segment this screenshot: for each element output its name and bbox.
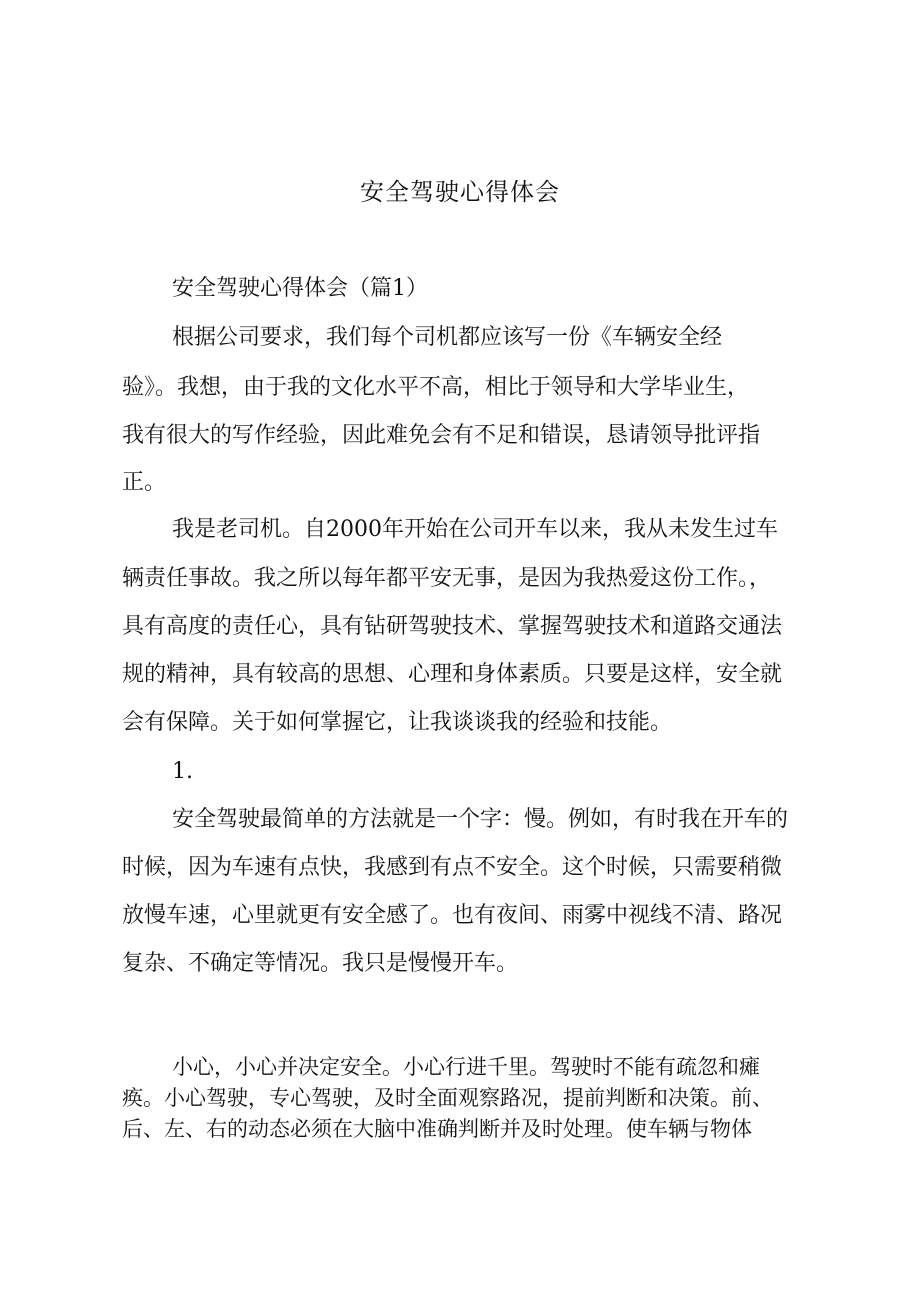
paragraph-2-line-3: 具有高度的责任心，具有钻研驾驶技术、掌握驾驶技术和道路交通法 (122, 614, 783, 639)
paragraph-3-line-3: 放慢车速，心里就更有安全感了。也有夜间、雨雾中视线不清、路况 (122, 903, 783, 928)
paragraph-2-line-5: 会有保障。关于如何掌握它，让我谈谈我的经验和技能。 (122, 710, 673, 735)
paragraph-1-line-3: 我有很大的写作经验，因此难免会有不足和错误，恳请领导批评指 (122, 423, 761, 448)
paragraph-1-line-4: 正。 (122, 470, 167, 495)
paragraph-2-line-1: 我是老司机。自2000年开始在公司开车以来，我从未发生过车 (172, 517, 778, 542)
document-title: 安全驾驶心得体会 (360, 178, 560, 206)
paragraph-2-line-2: 辆责任事故。我之所以每年都平安无事，是因为我热爱这份工作。， (122, 566, 772, 591)
paragraph-4-line-2: 痪。小心驾驶，专心驾驶，及时全面观察路况，提前判断和决策。前、 (122, 1086, 773, 1110)
paragraph-3-line-4: 复杂、不确定等情况。我只是慢慢开车。 (122, 951, 519, 976)
list-number: 1. (172, 759, 193, 784)
paragraph-2-line-4: 规的精神，具有较高的思想、心理和身体素质。只要是这样，安全就 (122, 662, 783, 687)
paragraph-4-line-1: 小心，小心并决定安全。小心行进千里。驾驶时不能有疏忽和瘫 (172, 1055, 760, 1079)
section-heading: 安全驾驶心得体会（篇1） (172, 276, 428, 301)
paragraph-1-line-2: 验》。我想，由于我的文化水平不高，相比于领导和大学毕业生， (122, 375, 750, 400)
paragraph-3-line-2: 时候，因为车速有点快，我感到有点不安全。这个时候，只需要稍微 (122, 855, 783, 880)
paragraph-4-line-3: 后、左、右的动态必须在大脑中准确判断并及时处理。使车辆与物体 (122, 1117, 752, 1141)
paragraph-1-line-1: 根据公司要求，我们每个司机都应该写一份《车辆安全经 (172, 325, 723, 350)
paragraph-3-line-1: 安全驾驶最简单的方法就是一个字：慢。例如，有时我在开车的 (172, 807, 789, 832)
